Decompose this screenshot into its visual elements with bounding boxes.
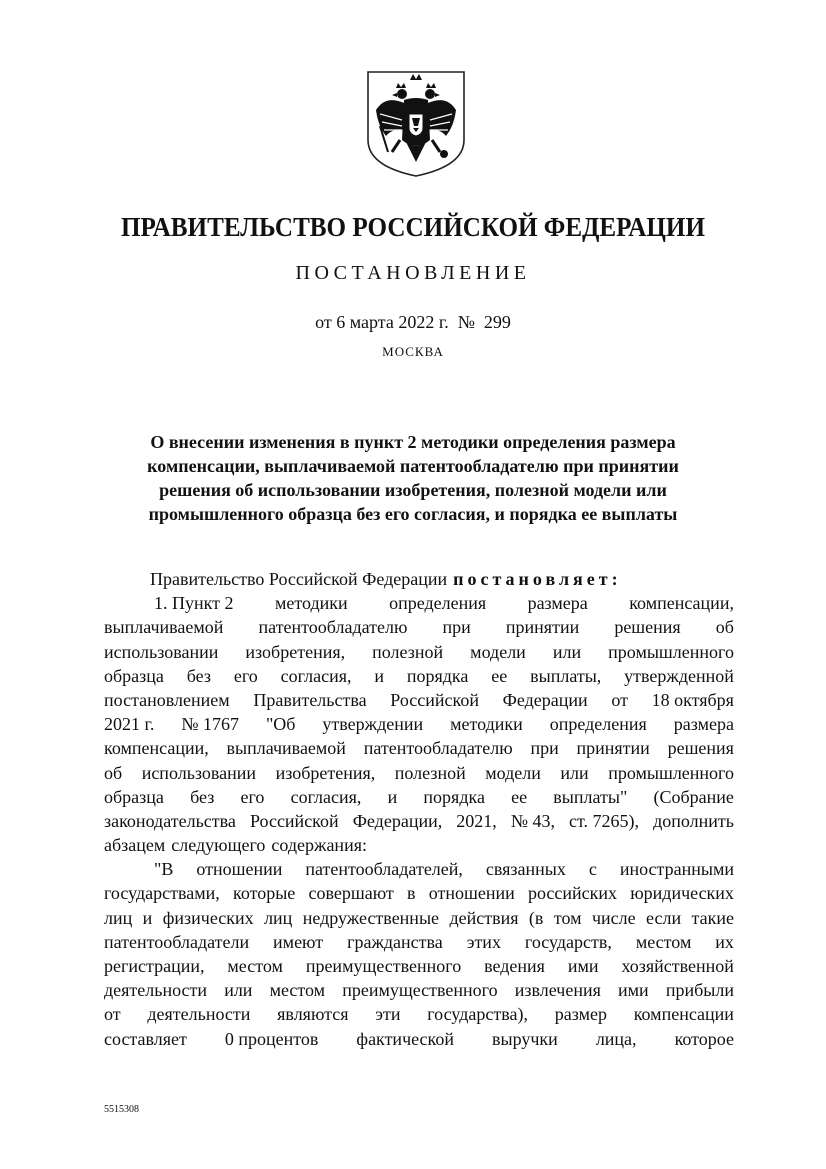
subject-line: О внесении изменения в пункт 2 методики определения размера	[150, 432, 676, 452]
body-word: с	[588, 859, 597, 880]
body-word: ведения	[484, 956, 545, 976]
body-word: размер	[554, 1004, 607, 1025]
body-word: утвержденной	[624, 665, 734, 686]
body-word: и	[142, 907, 153, 928]
body-word: связанных	[485, 859, 566, 880]
body-word: ими	[567, 956, 599, 976]
body-line	[104, 881, 734, 905]
body-word: российских	[527, 883, 617, 904]
body-word: местом	[269, 980, 326, 1001]
body-line	[104, 785, 734, 809]
subject-line: промышленного образца без его согласия, и порядка ее выплаты	[148, 504, 678, 524]
body-word: Федерации	[502, 689, 588, 710]
body-word: 1. Пункт 2	[154, 593, 234, 614]
body-word: без	[190, 786, 215, 807]
body-word: лиц	[104, 907, 133, 928]
body-word: выплаты"	[553, 786, 628, 807]
preamble	[104, 567, 734, 591]
body-word: преимущественного	[342, 980, 498, 1001]
body-word: порядка	[406, 665, 469, 686]
document-body	[104, 567, 734, 1051]
body-word: дополнить	[653, 810, 734, 831]
body-word: извлечения	[514, 980, 601, 1001]
document-type: ПОСТАНОВЛЕНИЕ	[295, 262, 531, 284]
government-title: ПРАВИТЕЛЬСТВО РОССИЙСКОЙ ФЕДЕРАЦИИ	[121, 212, 705, 242]
body-line	[104, 833, 734, 857]
body-word: решения	[667, 738, 734, 759]
body-word: модели	[485, 762, 541, 783]
body-word: Российской	[390, 689, 479, 710]
body-word: (в	[528, 907, 544, 928]
body-word: государства),	[427, 1004, 528, 1025]
body-word: лиц	[264, 907, 293, 928]
body-word: или	[224, 980, 253, 1001]
body-word: выплачиваемой	[226, 738, 346, 759]
body-word: принятии	[505, 617, 580, 638]
body-word: их	[715, 931, 734, 952]
city: МОСКВА	[382, 344, 444, 359]
body-line	[104, 809, 734, 833]
body-word: ими	[618, 980, 649, 1001]
body-word: размера	[527, 593, 588, 614]
body-line	[104, 640, 734, 664]
body-word: размера	[673, 714, 734, 735]
body-word: ее	[491, 665, 508, 686]
body-word: лица,	[595, 1028, 637, 1049]
body-word: согласия,	[280, 665, 352, 686]
body-word: от	[104, 1004, 121, 1025]
body-word: гражданства	[347, 931, 443, 952]
body-word: недружественные	[302, 907, 440, 928]
body-line	[104, 954, 734, 978]
body-word: отношении	[428, 883, 515, 904]
body-word: согласия,	[290, 786, 362, 807]
body-word: числе	[591, 907, 636, 928]
body-word: методики	[450, 714, 523, 735]
body-word: которое	[674, 1028, 734, 1049]
body-word: методики	[274, 593, 348, 614]
body-lines	[104, 591, 734, 1051]
preamble-text: Правительство Российской Федерации	[150, 569, 448, 589]
body-word: ее	[511, 786, 528, 807]
body-line	[104, 736, 734, 760]
body-word: использовании	[104, 641, 219, 662]
body-word: компенсации	[633, 1004, 734, 1025]
document-id: 5515308	[104, 1104, 139, 1115]
body-word: Федерации,	[352, 810, 443, 831]
body-word: которые	[232, 883, 296, 904]
body-word: или	[552, 641, 582, 662]
body-word: содержания:	[271, 835, 367, 856]
body-word: Российской	[249, 810, 339, 831]
body-word: деятельности	[104, 980, 208, 1001]
body-line	[104, 712, 734, 736]
body-word: образца	[104, 665, 164, 686]
body-word: иностранными	[619, 859, 734, 880]
body-word: постановлением	[104, 689, 230, 710]
body-word: патентообладатели	[104, 931, 250, 952]
date-number-text: от 6 марта 2022 г. № 299	[315, 312, 511, 332]
body-word: выплаты,	[530, 665, 602, 686]
subject-line: компенсации, выплачиваемой патентообладателю при принятии	[147, 456, 679, 476]
body-word: изобретения,	[275, 762, 376, 783]
body-word: определения	[549, 714, 647, 735]
body-line	[104, 1027, 734, 1051]
body-word: абзацем	[104, 835, 166, 856]
body-word: патентообладателей,	[305, 859, 463, 880]
body-word: определения	[389, 593, 487, 614]
body-word: промышленного	[608, 762, 734, 783]
body-word: промышленного	[608, 641, 734, 662]
russian-coat-of-arms-icon	[366, 70, 466, 178]
body-word: государствами,	[104, 883, 220, 904]
body-word: компенсации,	[629, 593, 734, 614]
body-word: местом	[635, 931, 692, 952]
body-word: об	[104, 762, 123, 783]
body-word: утверждении	[322, 714, 424, 735]
body-word: его	[240, 786, 265, 807]
body-word: № 43,	[510, 810, 555, 831]
body-word: решения	[614, 617, 681, 638]
body-word: полезной	[394, 762, 466, 783]
body-word: такие	[691, 907, 734, 928]
body-word: местом	[227, 956, 283, 976]
body-word: и	[374, 665, 384, 686]
body-word: в	[407, 883, 416, 904]
body-word: об	[715, 617, 734, 638]
body-word: действия	[449, 907, 519, 928]
date-number	[0, 312, 826, 333]
body-word: (Собрание	[653, 786, 734, 807]
subject-line: решения об использовании изобретения, полезной модели или	[159, 480, 667, 500]
body-word: при	[442, 617, 471, 638]
body-word: изобретения,	[245, 641, 346, 662]
body-word: ст. 7265),	[569, 810, 640, 831]
body-word: следующего	[171, 835, 266, 856]
body-word: отношении	[196, 859, 283, 880]
body-word: его	[233, 665, 258, 686]
body-word: являются	[277, 1004, 349, 1025]
body-word: от	[611, 689, 628, 710]
body-word: № 1767	[181, 714, 239, 735]
body-word: регистрации,	[104, 956, 205, 976]
body-word: "В	[154, 859, 174, 880]
body-word: если	[646, 907, 682, 928]
body-word: при	[530, 738, 559, 759]
body-word: преимущественного	[305, 956, 462, 976]
body-word: или	[560, 762, 589, 783]
body-word: образца	[104, 786, 164, 807]
body-line	[104, 615, 734, 639]
body-line	[104, 857, 734, 881]
body-line	[104, 978, 734, 1002]
body-word: том	[553, 907, 582, 928]
body-word: модели	[470, 641, 526, 662]
body-word: полезной	[372, 641, 444, 662]
body-line	[104, 591, 734, 615]
preamble-resolves: постановляет:	[453, 569, 622, 589]
body-line	[104, 664, 734, 688]
body-word: деятельности	[147, 1004, 251, 1025]
body-word: совершают	[308, 883, 394, 904]
body-word: имеют	[273, 931, 324, 952]
body-word: компенсации,	[104, 738, 209, 759]
body-word: этих	[466, 931, 501, 952]
body-word: государств,	[524, 931, 612, 952]
body-word: физических	[162, 907, 254, 928]
body-word: и	[387, 786, 398, 807]
body-word: порядка	[423, 786, 485, 807]
body-word: прибыли	[665, 980, 734, 1001]
body-word: юридических	[630, 883, 734, 904]
body-word: составляет	[104, 1028, 187, 1049]
body-word: без	[186, 665, 211, 686]
body-line	[104, 906, 734, 930]
body-word: 18 октября	[651, 689, 734, 710]
body-line	[104, 1002, 734, 1026]
document-subject	[100, 430, 726, 526]
body-word: "Об	[265, 714, 296, 735]
body-line	[104, 761, 734, 785]
body-line	[104, 688, 734, 712]
body-word: патентообладателю	[258, 617, 408, 638]
body-word: 2021 г.	[104, 714, 155, 735]
body-word: 2021,	[456, 810, 497, 831]
body-word: эти	[375, 1004, 401, 1025]
body-word: Правительства	[253, 689, 367, 710]
body-word: использовании	[141, 762, 257, 783]
body-word: принятии	[576, 738, 650, 759]
body-line	[104, 930, 734, 954]
body-word: фактической	[356, 1028, 455, 1049]
body-word: законодательства	[104, 810, 236, 831]
body-word: 0 процентов	[224, 1028, 319, 1049]
body-word: патентообладателю	[363, 738, 513, 759]
body-word: хозяйственной	[621, 956, 734, 976]
body-word: выплачиваемой	[104, 617, 224, 638]
body-word: выручки	[492, 1028, 558, 1049]
